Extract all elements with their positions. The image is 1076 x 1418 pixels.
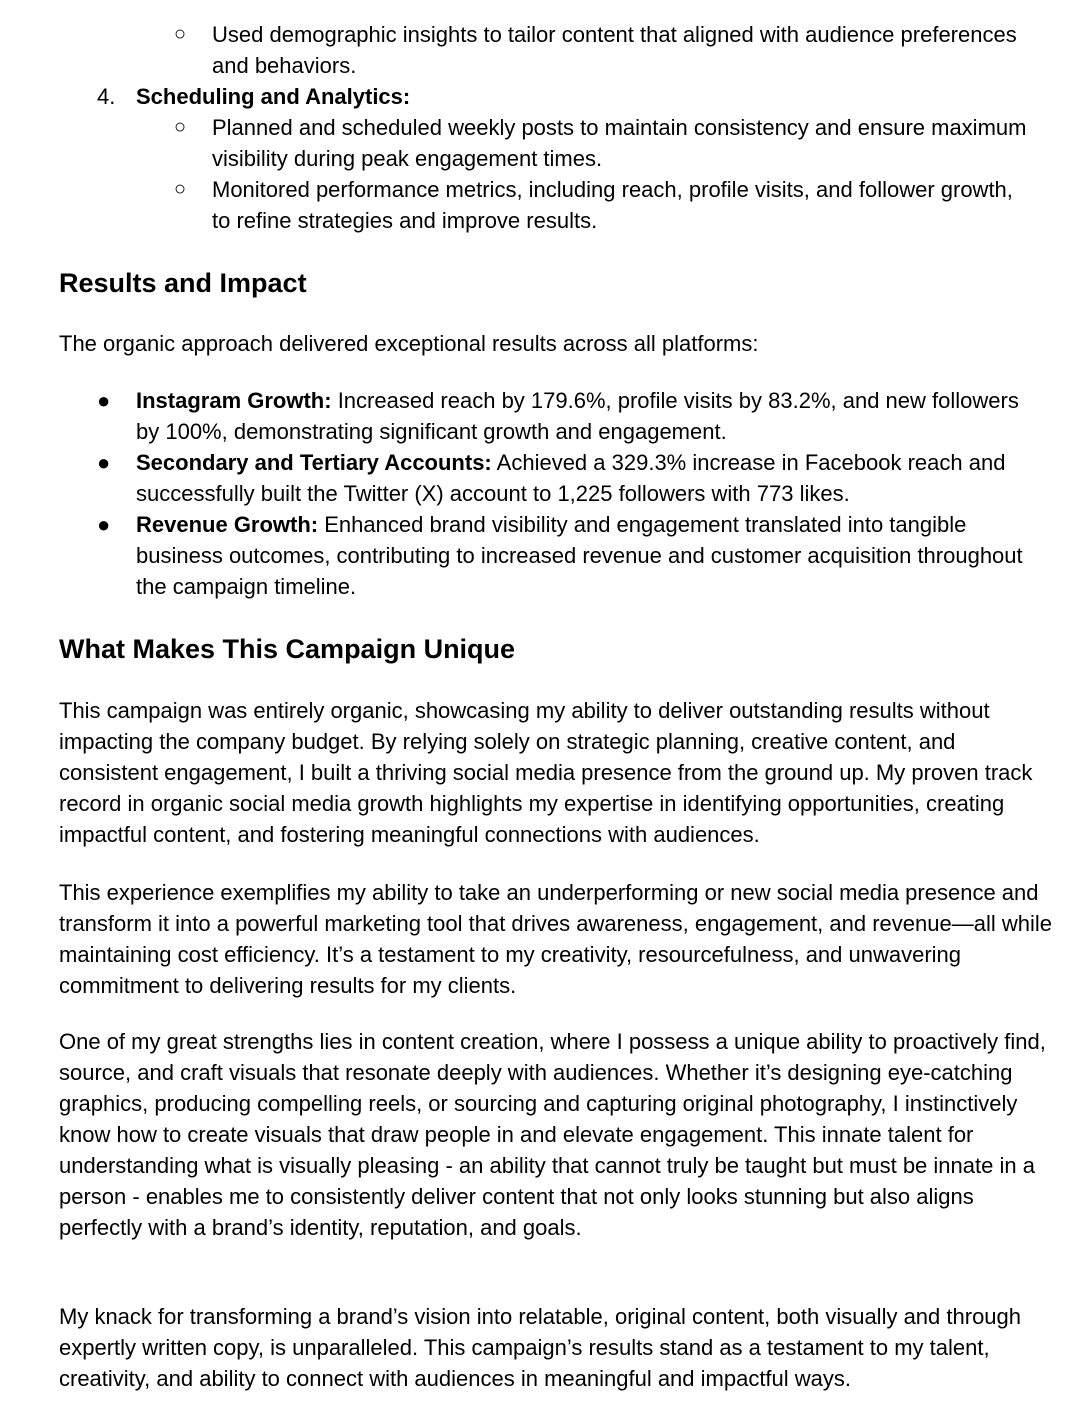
results-intro: The organic approach delivered exceptional results across all platforms: (59, 331, 759, 356)
section-heading-unique: What Makes This Campaign Unique (59, 634, 516, 664)
bullet-body: Achieved a 329.3% increase in Facebook reach and successfully built the Twitter (X) account to 1,225 followers with 773 likes. (136, 450, 1006, 506)
paragraph: This campaign was entirely organic, showcasing my ability to deliver outstanding results without impacting the company budget. By relying solely on strategic planning, creative content, and consistent engagement, I built a thriving social media presence from the ground up. My proven track record in organic social media growth highlights my expertise in identifying opportunities, creating impactful content, and fostering meaningful connections with audiences. (59, 698, 1033, 847)
list-subitem: Used demographic insights to tailor content that aligned with audience preferences and behaviors. (212, 22, 1017, 78)
bullet-dot: ● (97, 512, 111, 537)
sub-bullet-circle: ○ (174, 116, 187, 138)
bullet-body: Enhanced brand visibility and engagement translated into tangible business outcomes, contributing to increased revenue and customer acquisition throughout the campaign timeline. (136, 512, 1023, 599)
bullet-label: Revenue Growth: (136, 512, 319, 537)
paragraph: My knack for transforming a brand’s vision into relatable, original content, both visually and through expertly written copy, is unparalleled. This campaign’s results stand as a testament to my talent, creativity, and ability to connect with audiences in meaningful and impactful ways. (59, 1304, 1022, 1391)
section-heading-results: Results and Impact (59, 268, 307, 298)
bullet-body: Increased reach by 179.6%, profile visits by 83.2%, and new followers by 100%, demonstrating significant growth and engagement. (136, 388, 1019, 444)
list-number: 4. (97, 84, 116, 109)
sub-bullet-circle: ○ (174, 23, 187, 45)
paragraph: One of my great strengths lies in content creation, where I possess a unique ability to proactively find, source, and craft visuals that resonate deeply with audiences. Whether it’s designing eye-catching graphics, producing compelling reels, or sourcing and capturing original photography, I instinctively know how to create visuals that draw people in and elevate engagement. This innate talent for understanding what is visually pleasing - an ability that cannot truly be taught but must be innate in a person - enables me to consistently deliver content that not only looks stunning but also aligns perfectly with a brand’s identity, reputation, and goals. (59, 1029, 1046, 1240)
bullet-dot: ● (97, 388, 111, 413)
bullet-label: Secondary and Tertiary Accounts: (136, 450, 492, 475)
bullet-label: Instagram Growth: (136, 388, 332, 413)
list-item-title: Scheduling and Analytics: (136, 84, 411, 109)
bullet-dot: ● (97, 450, 111, 475)
result-bullet-secondary (136, 447, 1036, 509)
list-subitem: Planned and scheduled weekly posts to maintain consistency and ensure maximum visibility during peak engagement times. (212, 115, 1027, 171)
paragraph: This experience exemplifies my ability to take an underperforming or new social media presence and transform it into a powerful marketing tool that drives awareness, engagement, and revenue—all while maintaining cost efficiency. It’s a testament to my creativity, resourcefulness, and unwavering commitment to delivering results for my clients. (59, 880, 1052, 998)
list-subitem: Monitored performance metrics, including reach, profile visits, and follower growth, to refine strategies and improve results. (212, 177, 1013, 233)
result-bullet-revenue (136, 509, 1036, 602)
sub-bullet-circle: ○ (174, 178, 187, 200)
result-bullet-instagram (136, 385, 1036, 447)
